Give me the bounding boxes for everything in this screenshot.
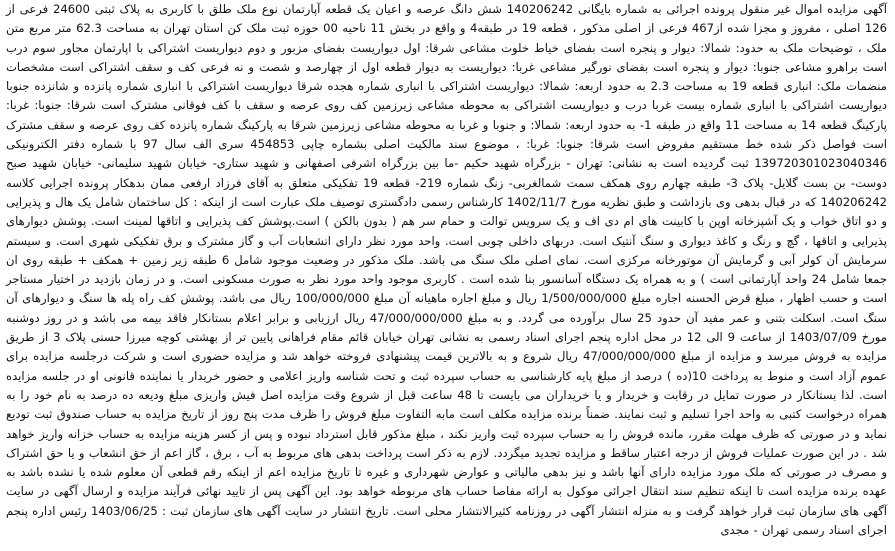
auction-notice-text: آگهی مزایده اموال غیر منقول پرونده اجرائی به شماره بایگانی 140206242 شش دانگ عرصه و اعیان یک قطعه آپارتمان نوع ملک طلق با کاربری به پلاک ثبتی 24600 فرعی از 126 اصلی ، مفروز و مجزا شده از467 فرعی از اصلی مذکور ، قطعه 19 در طبقه4 و واقع در بخش 11 ناحیه 00 حوزه ثبت ملک کن استان تهران به مساحت 62.3 متر مربع متن ملک ، توضیحات ملک به حدود: شمالا: دیوار و پنجره است بفضای خیاط خلوت مشاعی شرقا: اول دیواریست بفضای مزبور و دوم دیواریست اشتراکی با اپارتمان مجاور سوم درب است براهرو مشاعی جنوبا: دیوار و پنجره است بفضای نورگیر مشاعی غربا: دیواریست به دیوار قطعه اول از چهارصد و شصت و نه فرعی کف و سقف اشتراکی است مشخصات منضمات ملک: انباری قطعه 19 به مساحت 2.3 به حدود اربعه: شمالا: دیواریست اشتراکی با انباری شماره هجده شرقا دیواریست اشتراکی با انباری شماره پانزده و شانزده جنوبا دیواریست اشتراکی با انباری شماره بیست غربا درب و دیواریست اشتراکی به محوطه مشاعی زیرزمین کف روی عرصه و سقف با کف فوقانی مشترک است شرقا: جنوبا: غربا: پارکینگ قطعه 14 به مساحت 11 واقع در طبقه 1- به حدود اربعه: شمالا: و جنوبا و غربا به محوطه مشاعی زیرزمین شرقا به پارکینگ شماره پانزده کف روی عرصه و سقف مشترک است فواصل ذکر شده خط مستقیم مفروض است شرقا: جنوبا: غربا: ، موضوع سند مالکیت اصلی بشماره چاپی 454853 سری الف سال 97 با شماره دفتر الکترونیکی 139720301023040346 ثبت گردیده است به نشانی: تهران - بزرگراه شهید حکیم -ما بین بزرگراه اشرفی اصفهانی و شهید ستاری- خیابان شهید سلیمانی- خیابان شهید صبح دوست- بن بست گلایل- پلاک 3- طبقه چهارم روی همکف سمت شمالغربی- زنگ شماره 219- قطعه 19 تفکیکی متعلق به آقای فرزاد ارفعی ممان بدهکار پرونده اجرایی کلاسه 140206242 که در قبال بدهی وی بازداشت و طبق نظریه مورخ 1402/11/7 کارشناس رسمی دادگستری توصیف ملک عبارت است از اینکه : کل ساختمان شامل یک هال و پذیرایی و دو اتاق خواب و یک آشپزخانه اوپن با کابینت های ام دی اف و یک سرویس توالت و حمام سر هم ( بدون بالکن ) است.پوشش کف پذیرایی و اتاقها لمینت است. پوشش دیوارهای پذیرایی و اتاقها ، گچ و رنگ و کاغذ دیواری و سنگ آنتیک است. دربهای داخلی چوبی است. واحد مورد نظر دارای انشعابات آب و گاز مشترک و برق تفکیکی شهری است. و سیستم سرمایش آن کولر آبی و گرمایش آن موتورخانه مرکزی است. نمای اصلی ملک سنگ می باشد. ملک مذکور در وضعیت موجود شامل 6 طبقه زیر زمین + همکف + طبقه روی ان جمعا شامل 24 واحد آپارتمانی است ) و به همراه یک دستگاه آسانسور بنا شده است . کاربری موجود واحد مورد نظر به صورت مسکونی است. و در زمان بازدید در اختیار مستاجر است و حسب اظهار ، مبلغ قرض الحسنه اجاره مبلغ 1/500/000/000 ریال و مبلغ اجاره ماهیانه آن مبلغ 100/000/000 ریال می باشد. پوشش کف راه پله ها سنگ و دیوارهای آن سنگ است. اسکلت بتنی و عمر مفید آن حدود 25 سال برآورده می گردد. و به مبلغ 47/000/000/000 ریال ارزیابی و برابر اعلام بستانکار فاقد بیمه می باشد و در روز دوشنبه مورخ 1403/07/09 از ساعت 9 الی 12 در محل اداره پنجم اجرای اسناد رسمی به نشانی تهران خیابان قائم مقام فراهانی پایین تر از بهشتی کوچه میرزا حسنی پلاک 3 از طریق مزایده به فروش میرسد و مزایده از مبلغ 47/000/000/000 ریال شروع و به بالاترین قیمت پیشنهادی فروخته خواهد شد و مزایده حضوری است و شرکت درجلسه مزایده برای عموم آزاد است و منوط به پرداخت 10(ده ) درصد از مبلغ پایه کارشناسی به حساب سپرده ثبت و تحت شناسه واریز اعلامی و حضور خریدار یا نماینده قانونی او در جلسه مزایده است. لذا بستانکار در صورت تمایل در رقابت و خریدار و یا خریداران می بایست تا 48 ساعت قبل از شروع وقت مزایده اصل فیش واریزی مبلغ ودیعه ده درصد به نام خود را به همراه درخواست کتبی به واحد اجرا تسلیم و ثبت نمایند. ضمناً برنده مزایده مکلف است مابه التفاوت مبلغ فروش را ظرف مدت پنج روز از تاریخ مزایده به حساب صندوق ثبت تودیع نماید و در صورتی که ظرف مهلت مقرر، مانده فروش را به حساب سپرده ثبت واریز نکند ، مبلغ مذکور قابل استرداد نبوده و پس از کسر هزینه مزایده به حساب خزانه واریز خواهد شد . در این صورت عملیات فروش از درجه اعتبار ساقط و مزایده تجدید میگردد. لازم به ذکر است پرداخت بدهی های مربوط به آب ، برق ، گاز اعم از حق انشعاب و یا حق اشتراک و مصرف در صورتی که ملک مورد مزایده دارای آنها باشد و نیز بدهی مالیاتی و عوارض شهرداری و غیره تا تاریخ مزایده اعم از اینکه رقم قطعی آن معلوم شده یا نشده باشد به عهده برنده مزایده است تا اینکه تنظیم سند انتقال اجرائی موکول به ارائه مفاصا حساب های مربوطه خواهد بود. این آگهی پس از تایید نهائی فرآیند مزایده و ارسال آگهی در سایت آگهی های سازمان ثبت قرار خواهد گرفت و به منزله انتشار آگهی در روزنامه کثیرالانتشار محلی است. تاریخ انتشار در سایت آگهی های سازمان ثبت : 1403/06/25 رئیس اداره پنجم اجرای اسناد رسمی تهران - مجدی xyxy=(6,2,888,538)
